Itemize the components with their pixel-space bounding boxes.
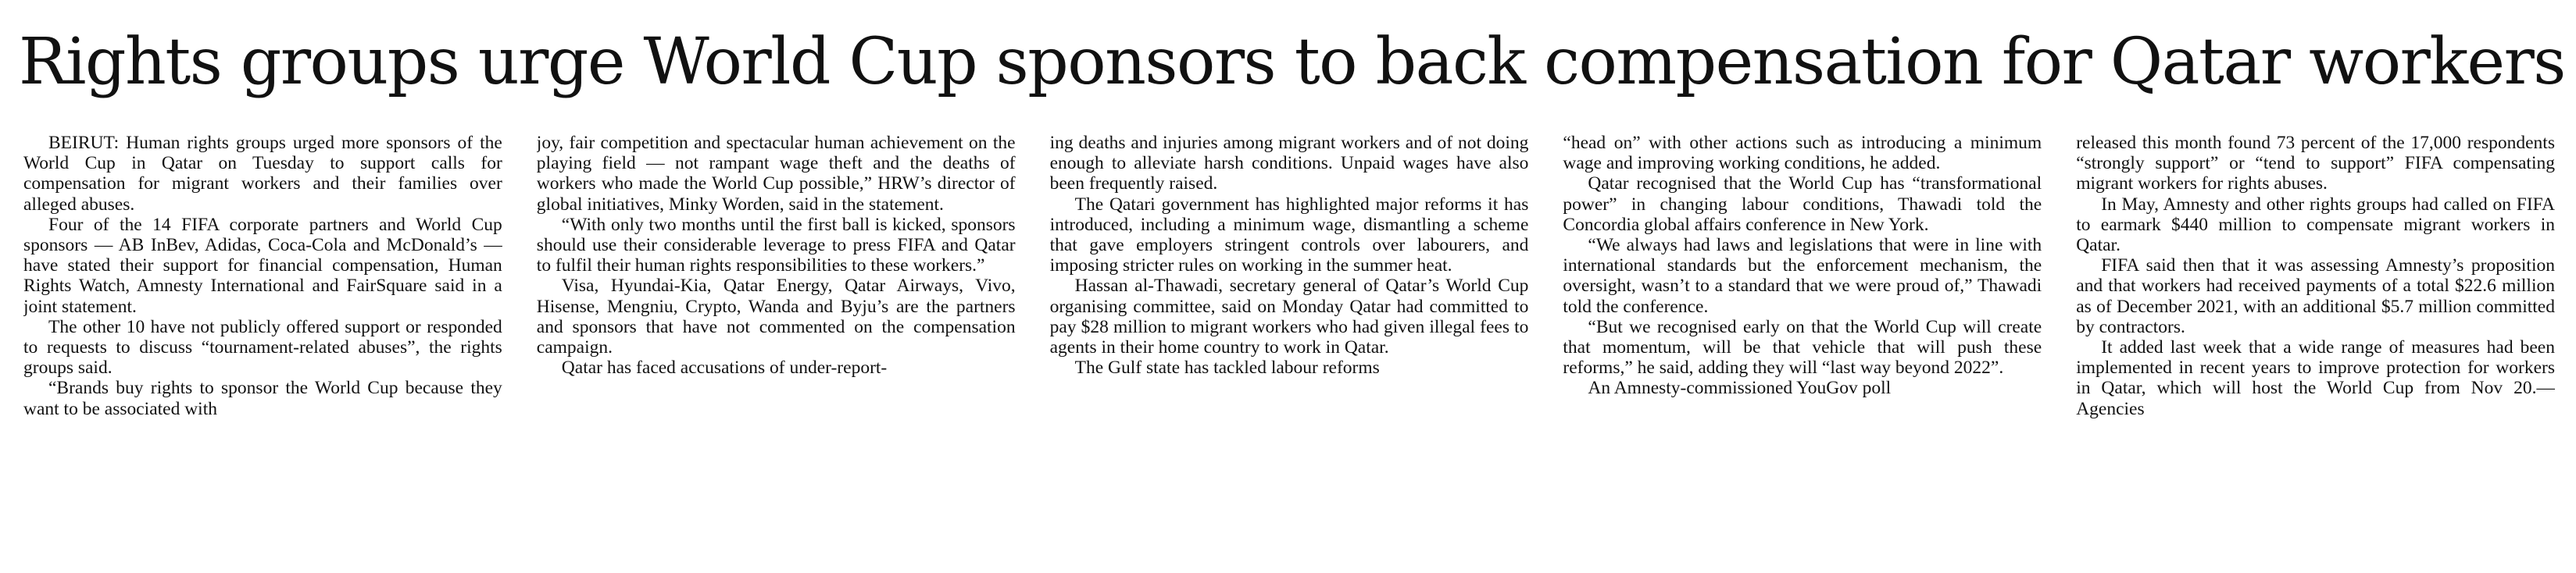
article-body (23, 133, 2555, 566)
paragraph: It added last week that a wide range of measures had been implemented in recent years to improve protection for workers in Qatar, which will host the World Cup from Nov 20.—Agencies (2076, 337, 2555, 419)
paragraph: “But we recognised early on that the World Cup will create that momentum, will be that vehicle that will push these reforms,” he said, adding they will “last way beyond 2022”. (1563, 316, 2042, 379)
paragraph: FIFA said then that it was assessing Amnesty’s proposition and that workers had received payments of a total $22.6 million as of December 2021, with an additional $5.7 million committed by contractors. (2076, 255, 2555, 337)
column-2 (537, 133, 1016, 566)
paragraph: Hassan al-Thawadi, secretary general of Qatar’s World Cup organising committee, said on Monday Qatar had committed to pay $28 million to migrant workers who had given illegal fees to agents in their home country to work in Qatar. (1049, 276, 1529, 358)
paragraph: The Gulf state has tackled labour reforms (1074, 358, 1380, 379)
paragraph: Four of the 14 FIFA corporate partners and World Cup sponsors — AB InBev, Adidas, Coca-Cola and McDonald’s — have stated their support for financial compensation, Human Rights Watch, Amnesty International and FairSquare said in a joint statement. (23, 214, 502, 317)
paragraph: ing deaths and injuries among migrant workers and of not doing enough to alleviate harsh conditions. Unpaid wages have also been frequently raised. (1049, 133, 1529, 194)
paragraph: “With only two months until the first ball is kicked, sponsors should use their considerable leverage to press FIFA and Qatar to fulfil their human rights responsibilities to these workers.” (536, 214, 1016, 276)
paragraph: released this month found 73 percent of the 17,000 respondents “strongly support” or “tend to support” FIFA compensating migrant workers for rights abuses. (2076, 133, 2555, 194)
column-4 (1563, 133, 2042, 566)
paragraph: Qatar has faced accusations of under-report- (561, 358, 888, 379)
paragraph: “head on” with other actions such as introducing a minimum wage and improving working conditions, he added. (1563, 133, 2042, 174)
column-5 (2076, 133, 2555, 566)
paragraph: Qatar recognised that the World Cup has “transformational power” in changing labour conditions, Thawadi told the Concordia global affairs conference in New York. (1563, 173, 2042, 235)
paragraph: In May, Amnesty and other rights groups had called on FIFA to earmark $440 million to compensate migrant workers in Qatar. (2076, 194, 2555, 256)
paragraph: The other 10 have not publicly offered support or responded to requests to discuss “tournament-related abuses”, the rights groups said. (23, 316, 502, 379)
column-3 (1050, 133, 1529, 566)
paragraph: “Brands buy rights to sponsor the World Cup because they want to be associated with (23, 378, 502, 419)
paragraph: BEIRUT: Human rights groups urged more sponsors of the World Cup in Qatar on Tuesday to support calls for compensation for migrant workers and their families over alleged abuses. (23, 133, 502, 215)
paragraph: An Amnesty-commissioned YouGov poll (1588, 378, 1892, 399)
paragraph: “We always had laws and legislations that were in line with international standards but the enforcement mechanism, the oversight, wasn’t to a standard that we were proud of,” Thawadi told the conference. (1563, 235, 2042, 317)
headline: Rights groups urge World Cup sponsors to back compensation for Qatar workers (19, 25, 2565, 99)
column-1 (23, 133, 502, 566)
paragraph: Visa, Hyundai-Kia, Qatar Energy, Qatar Airways, Vivo, Hisense, Mengniu, Crypto, Wanda and Byju’s are the partners and sponsors that have not commented on the compensation campaign. (536, 276, 1016, 358)
paragraph: The Qatari government has highlighted major reforms it has introduced, including a minimum wage, dismantling a scheme that gave employers stringent controls over labourers, and imposing stricter rules on working in the summer heat. (1049, 194, 1529, 276)
paragraph: joy, fair competition and spectacular human achievement on the playing field — not rampant wage theft and the deaths of workers who made the World Cup possible,” HRW’s director of global initiatives, Minky Worden, said in the statement. (536, 133, 1016, 215)
